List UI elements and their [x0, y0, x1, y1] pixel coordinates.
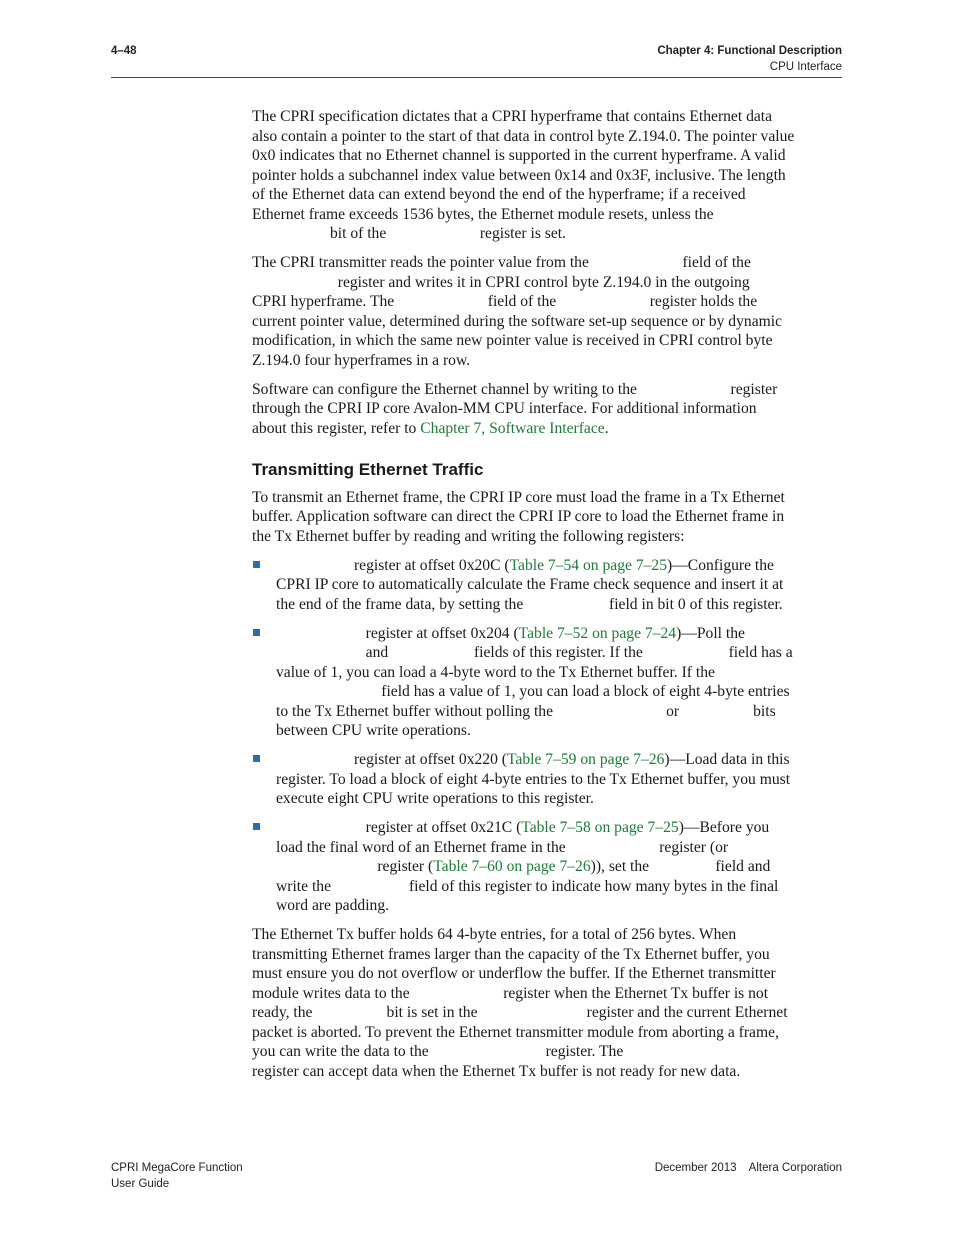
text-line: Z.194.0 four hyperframes in a row.: [252, 351, 471, 369]
link-chapter-7[interactable]: Chapter 7, Software Interface: [420, 419, 605, 437]
text-line: also contain a pointer to the start of that data in control byte Z.194.0. The pointer value: [252, 127, 795, 145]
text-line: value of 1, you can load a 4-byte word to the Tx Ethernet buffer. If the: [276, 663, 715, 681]
footer-product: [111, 1160, 243, 1192]
link-table-7-58[interactable]: Table 7–58 on page 7–25: [521, 819, 679, 836]
text-line: you can write the data to the register. The: [252, 1043, 624, 1060]
link-table-7-54[interactable]: Table 7–54 on page 7–25: [509, 556, 668, 574]
footer-product-name: CPRI MegaCore Function: [111, 1162, 243, 1174]
text-line: 0x0 indicates that no Ethernet channel is supported in the current hyperframe. A valid: [252, 147, 786, 164]
page-number: 4–48: [111, 45, 137, 57]
footer-date-company: December 2013 Altera Corporation: [654, 1162, 842, 1174]
bullet-icon: [253, 561, 260, 568]
list-item: [252, 750, 842, 809]
text-line: Software can configure the Ethernet channel by writing to the register: [252, 380, 778, 398]
text-line: of the Ethernet data can extend beyond the end of the hyperframe; if a received: [252, 186, 746, 203]
section-title: CPU Interface: [769, 61, 842, 73]
text-line: CPRI hyperframe. The field of the register holds the: [252, 293, 758, 310]
text-line: Ethernet frame exceeds 1536 bytes, the Ethernet module resets, unless the: [252, 205, 714, 223]
text-line: load the final word of an Ethernet frame in the register (or: [276, 838, 729, 856]
text-line: ready, the bit is set in the register and the current Ethernet: [252, 1004, 788, 1021]
text-line: the end of the frame data, by setting the field in bit 0 of this register.: [276, 595, 783, 613]
text-line: to the Tx Ethernet buffer without polling the or bits: [276, 702, 776, 720]
paragraph-software-config: [252, 380, 842, 439]
bullet-icon: [253, 823, 260, 830]
page-body: [252, 107, 842, 1091]
footer-doc-type: User Guide: [111, 1178, 170, 1190]
text-line: register (Table 7–60 on page 7–26)), set the field and: [276, 858, 771, 875]
bullet-icon: [253, 755, 260, 762]
text-line: register at offset 0x220 (Table 7–59 on page 7–26)—Load data in this: [276, 751, 790, 768]
paragraph-transmit-intro: [252, 488, 842, 547]
bullet-icon: [253, 629, 260, 636]
text-line: packet is aborted. To prevent the Ethernet transmitter module from aborting a frame,: [252, 1023, 779, 1041]
text-line: buffer. Application software can direct the CPRI IP core to load the Ethernet frame in: [252, 508, 785, 525]
link-table-7-52[interactable]: Table 7–52 on page 7–24: [518, 624, 677, 642]
text-line: execute eight CPU write operations to this register.: [276, 790, 594, 807]
text-line: module writes data to the register when the Ethernet Tx buffer is not: [252, 984, 769, 1002]
text-line: and fields of this register. If the field has a: [276, 644, 793, 661]
text-line: word are padding.: [276, 897, 390, 914]
text-line: modification, in which the same new pointer value is received in CPRI control byte: [252, 332, 773, 349]
text-line: The CPRI transmitter reads the pointer value from the field of the: [252, 254, 751, 271]
link-table-7-59[interactable]: Table 7–59 on page 7–26: [506, 751, 665, 768]
text-line: must ensure you do not overflow or underflow the buffer. If the Ethernet transmitter: [252, 965, 776, 982]
text-line: register at offset 0x20C (Table 7–54 on page 7–25)—Configure the: [276, 556, 774, 574]
text-line: write the field of this register to indicate how many bytes in the final: [276, 877, 779, 895]
list-item: [252, 818, 842, 916]
text-line: between CPU write operations.: [276, 722, 471, 739]
paragraph-tx-buffer: [252, 925, 842, 1081]
text-line: transmitting Ethernet frames larger than the capacity of the Tx Ethernet buffer, you: [252, 945, 770, 963]
text-line: The CPRI specification dictates that a CPRI hyperframe that contains Ethernet data: [252, 108, 773, 125]
link-table-7-60[interactable]: Table 7–60 on page 7–26: [433, 858, 591, 875]
chapter-title: Chapter 4: Functional Description: [657, 45, 842, 57]
text-line: through the CPRI IP core Avalon-MM CPU interface. For additional information: [252, 400, 757, 417]
paragraph-ethernet-pointer: [252, 107, 842, 244]
list-item: [252, 624, 842, 741]
text-line: The Ethernet Tx buffer holds 64 4-byte entries, for a total of 256 bytes. When: [252, 926, 737, 943]
text-line: about this register, refer to Chapter 7, Software Interface.: [252, 419, 609, 437]
text-line: register can accept data when the Ethernet Tx buffer is not ready for new data.: [252, 1062, 741, 1080]
text-line: register. To load a block of eight 4-byte entries to the Tx Ethernet buffer, you must: [276, 770, 791, 788]
text-line: register at offset 0x21C (Table 7–58 on page 7–25)—Before you: [276, 819, 770, 836]
section-heading: Transmitting Ethernet Traffic: [252, 460, 484, 479]
list-item: [252, 556, 842, 615]
text-line: bit of the register is set.: [252, 225, 567, 242]
header-divider: [111, 77, 842, 78]
text-line: register at offset 0x204 (Table 7–52 on page 7–24)—Poll the: [276, 624, 745, 642]
text-line: field has a value of 1, you can load a block of eight 4-byte entries: [276, 683, 790, 700]
text-line: register and writes it in CPRI control byte Z.194.0 in the outgoing: [252, 273, 750, 291]
paragraph-transmitter-pointer: [252, 253, 842, 370]
text-line: current pointer value, determined during the software set-up sequence or by dynamic: [252, 312, 782, 330]
text-line: To transmit an Ethernet frame, the CPRI IP core must load the frame in a Tx Ethernet: [252, 488, 785, 506]
running-header: [657, 43, 842, 75]
text-line: CPRI IP core to automatically calculate the Frame check sequence and insert it at: [276, 576, 784, 593]
text-line: pointer holds a subchannel index value between 0x14 and 0x3F, inclusive. The length: [252, 166, 786, 184]
text-line: the Tx Ethernet buffer by reading and writing the following registers:: [252, 527, 685, 545]
